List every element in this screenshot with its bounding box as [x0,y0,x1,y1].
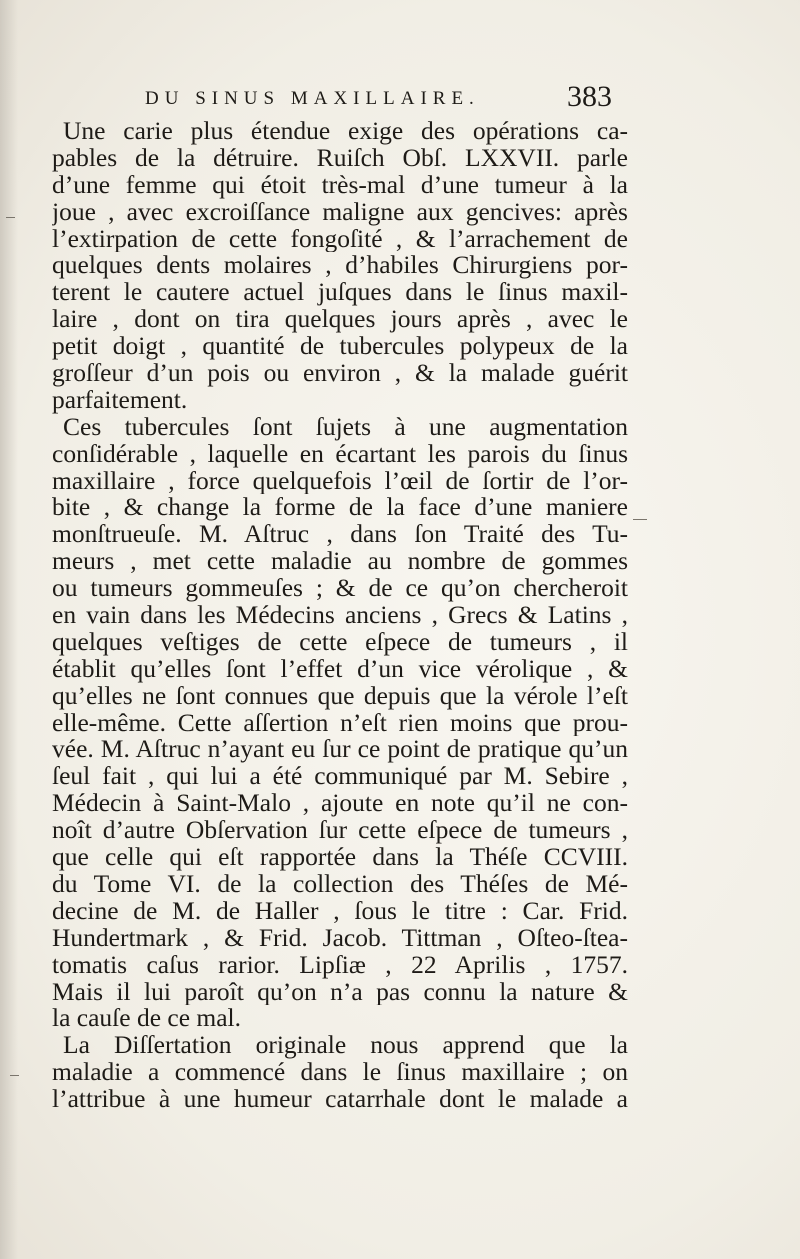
text-line: Ces tubercules ſont ſujets à une augmentation [63,413,628,441]
text-line: maladie a commencé dans le ſinus maxillaire ; on [52,1059,628,1087]
text-line: tomatis caſus rarior. Lipſiæ , 22 Aprilis , 1757. [52,951,628,979]
text-line: d’une femme qui étoit très-mal d’une tumeur à la [52,171,628,199]
text-line: conſidérable , laquelle en écartant les parois du ſinus [52,440,628,468]
text-line: en vain dans les Médecins anciens , Grecs & Latins , [52,602,628,629]
text-line: l’extirpation de cette fongoſité , & l’arrachement de [52,225,628,253]
text-line: pables de la détruire. Ruiſch Obſ. LXXVII. parle [52,144,628,172]
text-line: quelques veſtiges de cette eſpece de tumeurs , il [52,628,628,656]
binding-shadow [0,0,18,1259]
text-line: établit qu’elles ſont l’effet d’un vice vérolique , & [52,655,628,683]
text-line: que celle qui eſt rapportée dans la Théſe CCVIII. [52,844,628,871]
text-line: petit doigt , quantité de tubercules polypeux de la [52,333,628,361]
text-line: decine de M. de Haller , ſous le titre : Car. Frid. [52,897,628,925]
text-line: vée. M. Aſtruc n’ayant eu ſur ce point de pratique qu’un [52,736,628,764]
text-line: Une carie plus étendue exige des opérations ca- [63,118,628,145]
text-line: joue , avec excroiſſance maligne aux gencives: après [52,198,628,226]
text-line: l’attribue à une humeur catarrhale dont le malade a [52,1086,628,1113]
text-line: bite , & change la forme de la face d’une maniere [52,494,628,522]
text-line: maxillaire , force quelquefois l’œil de ſortir de l’or- [52,467,628,495]
text-line: groſſeur d’un pois ou environ , & la malade guérit [52,360,628,387]
text-line: meurs , met cette maladie au nombre de gommes [52,548,628,576]
text-line: ſeul fait , qui lui a été communiqué par M. Sebire , [52,763,628,791]
text-line: quelques dents molaires , d’habiles Chirurgiens por- [52,252,628,280]
margin-mark [10,1075,19,1076]
text-line: Mais il lui paroît qu’on n’a pas connu la nature & [52,978,628,1006]
margin-mark [6,217,15,218]
text-line: laire , dont on tira quelques jours après , avec le [52,306,628,334]
text-line: La Diſſertation originale nous apprend que la [63,1032,628,1060]
text-line: qu’elles ne ſont connues que depuis que la vérole l’eſt [52,682,628,710]
text-line: du Tome VI. de la collection des Théſes de Mé- [52,870,628,898]
text-line: ou tumeurs gommeuſes ; & de ce qu’on chercheroit [52,575,628,603]
page-number: 383 [567,80,612,113]
text-line: monſtrueuſe. M. Aſtruc , dans ſon Traité des Tu- [52,521,628,549]
body-text [52,118,628,1113]
text-line: terent le cautere actuel juſques dans le ſinus maxil- [52,279,628,307]
text-line: elle-même. Cette aſſertion n’eſt rien moins que prou- [52,709,628,737]
text-line: Hundertmark , & Frid. Jacob. Tittman , Oſteo-ſtea- [52,924,628,952]
text-line: parfaitement. [52,386,188,414]
running-title: DU SINUS MAXILLAIRE. [145,88,480,109]
text-line: Médecin à Saint-Malo , ajoute en note qu’il ne con- [52,790,628,818]
text-line: noît d’autre Obſervation ſur cette eſpece de tumeurs , [52,817,628,845]
text-line: la cauſe de ce mal. [52,1005,242,1033]
margin-mark [633,519,647,520]
